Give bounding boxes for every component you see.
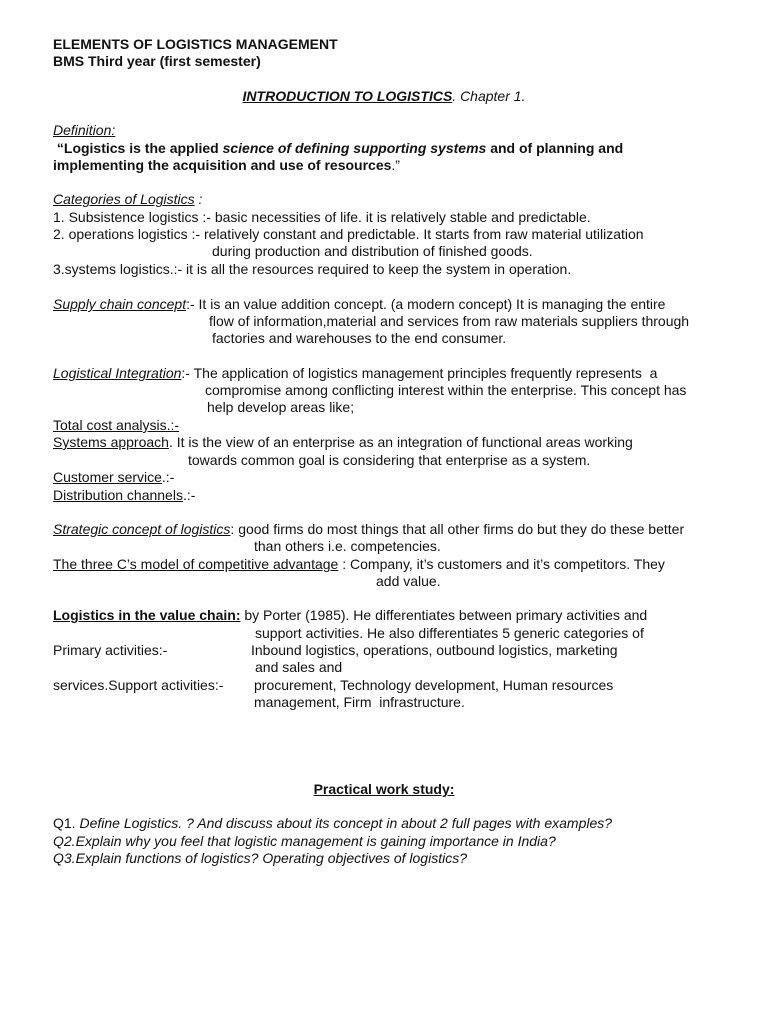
value-chain-line1 (53, 607, 647, 624)
strategic-line1 (53, 521, 684, 538)
supply-chain-line1 (53, 296, 665, 313)
integration-line3: help develop areas like; (207, 399, 355, 415)
category-item-3: 3.systems logistics.:- it is all the resources required to keep the system in operation. (53, 261, 572, 277)
systems-approach-line2: towards common goal is considering that enterprise as a system. (188, 452, 591, 468)
strategic-line2: than others i.e. competencies. (254, 538, 441, 554)
value-chain-text: by Porter (1985). He differentiates between primary activities and (240, 607, 648, 623)
distribution-channels (53, 487, 195, 504)
question-1-text: Define Logistics. ? And discuss about its concept in about 2 full pages with examples? (79, 815, 613, 831)
question-3: Q3.Explain functions of logistics? Operating objectives of logistics? (53, 850, 467, 866)
primary-activities-line1: Inbound logistics, operations, outbound logistics, marketing (251, 642, 618, 658)
support-activities-line1: procurement, Technology development, Human resources (254, 677, 614, 693)
question-1 (53, 815, 612, 832)
definition-quote-line1 (53, 140, 623, 157)
categories-heading (53, 191, 202, 208)
document-title: ELEMENTS OF LOGISTICS MANAGEMENT (53, 36, 338, 52)
supply-chain-line2: flow of information,material and services from raw materials suppliers through (209, 313, 690, 329)
three-cs-term: The three C’s model of competitive advantage (53, 556, 339, 572)
customer-service (53, 469, 174, 486)
category-item-2: 2. operations logistics :- relatively constant and predictable. It starts from raw material utilization (53, 226, 644, 242)
primary-activities-label: Primary activities:- (53, 642, 168, 658)
chapter-number: . Chapter 1. (452, 88, 526, 104)
strategic-term: Strategic concept of logistics (53, 521, 231, 537)
chapter-title: INTRODUCTION TO LOGISTICS (242, 88, 453, 104)
definition-quote-open: “Logistics is the applied (53, 140, 223, 156)
value-chain-term: Logistics in the value chain: (53, 607, 241, 623)
customer-service-suffix: .:- (161, 469, 175, 485)
three-cs-line1 (53, 556, 665, 573)
systems-approach-term: Systems approach (53, 434, 169, 450)
question-2: Q2.Explain why you feel that logistic management is gaining importance in India? (53, 833, 556, 849)
definition-quote-line2 (53, 157, 400, 174)
category-item-1: 1. Subsistence logistics :- basic necessities of life. it is relatively stable and predictable. (53, 209, 591, 225)
three-cs-line2: add value. (376, 573, 441, 589)
three-cs-text: : Company, it’s customers and it’s competitors. They (338, 556, 665, 572)
primary-activities-line2: and sales and (255, 659, 343, 675)
systems-approach-text: . It is the view of an enterprise as an integration of functional areas working (168, 434, 633, 450)
definition-line2-end: .” (391, 157, 400, 173)
integration-line2: compromise among conflicting interest within the enterprise. This concept has (205, 382, 687, 398)
supply-chain-text: :- It is an value addition concept. (a modern concept) It is managing the entire (186, 296, 666, 312)
integration-text: :- The application of logistics management principles frequently represents a (181, 365, 658, 381)
support-activities-label: services.Support activities:- (53, 677, 224, 693)
definition-label: Definition: (53, 122, 116, 138)
practical-heading: Practical work study: (313, 781, 455, 797)
strategic-text: : good firms do most things that all other firms do but they do these better (230, 521, 685, 537)
total-cost-analysis: Total cost analysis.:- (53, 417, 180, 433)
chapter-heading (0, 88, 768, 105)
value-chain-line2: support activities. He also differentiates 5 generic categories of (255, 625, 644, 641)
supply-chain-line3: factories and warehouses to the end consumer. (212, 330, 507, 346)
supply-chain-term: Supply chain concept (53, 296, 187, 312)
document-subtitle: BMS Third year (first semester) (53, 53, 261, 69)
category-item-2-continued: during production and distribution of finished goods. (212, 243, 533, 259)
distribution-channels-term: Distribution channels (53, 487, 183, 503)
definition-quote-rest: and of planning and (486, 140, 624, 156)
systems-approach-line1 (53, 434, 633, 451)
customer-service-term: Customer service (53, 469, 162, 485)
definition-emphasis: science of defining supporting systems (222, 140, 487, 156)
support-activities-line2: management, Firm infrastructure. (254, 694, 465, 710)
definition-line2-bold: implementing the acquisition and use of resources (53, 157, 392, 173)
integration-line1 (53, 365, 657, 382)
integration-term: Logistical Integration (53, 365, 182, 381)
question-1-number: Q1. (53, 815, 80, 831)
categories-heading-text: Categories of Logistics (53, 191, 195, 207)
distribution-channels-suffix: .:- (182, 487, 196, 503)
categories-heading-colon: : (194, 191, 203, 207)
